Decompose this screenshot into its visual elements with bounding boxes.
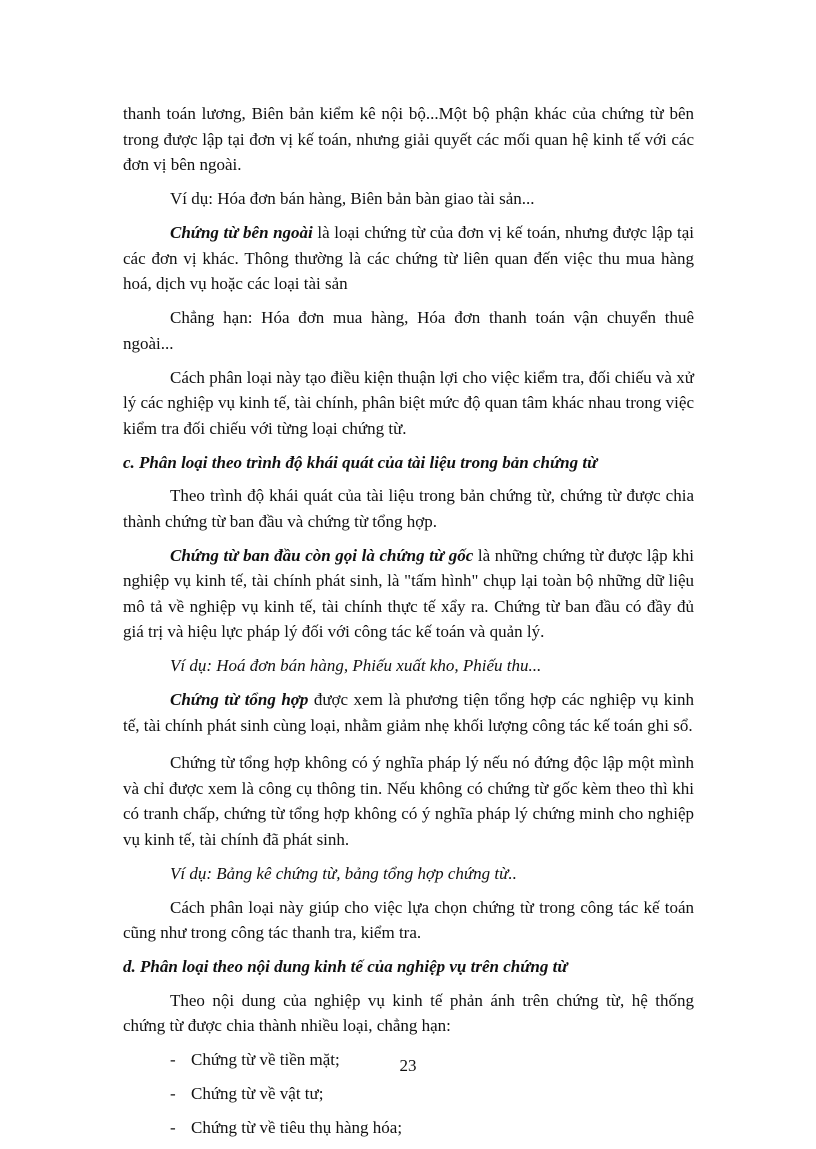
term-external-documents: Chứng từ bên ngoài xyxy=(170,223,313,242)
body-text xyxy=(123,101,694,1149)
term-summary-documents: Chứng từ tổng hợp xyxy=(170,690,309,709)
paragraph: Cách phân loại này giúp cho việc lựa chọn chứng từ trong công tác kế toán cũng như trong công tác thanh tra, kiểm tra. xyxy=(123,897,694,942)
paragraph: Chứng từ tổng hợp không có ý nghĩa pháp lý nếu nó đứng độc lập một mình và chỉ được xem là công cụ thông tin. Nếu không có chứng từ gốc kèm theo thì khi có tranh chấp, chứng từ tổng hợp không có ý nghĩa pháp lý chứng minh cho nghiệp vụ kinh tế, tài chính đã phát sinh. xyxy=(123,753,694,849)
page-number: 23 xyxy=(399,1056,417,1075)
list-item xyxy=(170,1115,694,1141)
paragraph: Theo trình độ khái quát của tài liệu trong bản chứng từ, chứng từ được chia thành chứng từ ban đầu và chứng từ tổng hợp. xyxy=(123,486,694,531)
term-original-documents: Chứng từ ban đầu còn gọi là chứng từ gốc xyxy=(170,545,474,565)
list-item xyxy=(170,1081,694,1107)
list-dash: - xyxy=(170,1084,176,1103)
section-heading-c: c. Phân loại theo trình độ khái quát của tài liệu trong bản chứng từ xyxy=(123,452,598,472)
paragraph xyxy=(123,687,694,738)
paragraph: thanh toán lương, Biên bản kiểm kê nội bộ...Một bộ phận khác của chứng từ bên trong được lập tại đơn vị kế toán, nhưng giải quyết các mối quan hệ kinh tế với các đơn vị bên ngoài. xyxy=(123,104,694,174)
section-heading-d: d. Phân loại theo nội dung kinh tế của nghiệp vụ trên chứng từ xyxy=(123,957,568,976)
list-item-text: Chứng từ về vật tư; xyxy=(191,1084,324,1103)
paragraph xyxy=(123,220,694,297)
list-dash: - xyxy=(170,1118,176,1137)
paragraph: Ví dụ: Hóa đơn bán hàng, Biên bản bàn giao tài sản... xyxy=(170,189,535,208)
example-paragraph: Ví dụ: Hoá đơn bán hàng, Phiếu xuất kho, Phiếu thu... xyxy=(170,656,542,675)
paragraph: Chẳng hạn: Hóa đơn mua hàng, Hóa đơn thanh toán vận chuyển thuê ngoài... xyxy=(123,308,694,353)
list-dash: - xyxy=(170,1050,176,1069)
paragraph-text: được xem là phương tiện tổng hợp các nghiệp vụ kinh tế, tài chính phát sinh cùng loại, nhằm giảm nhẹ khối lượng công tác kế toán ghi sổ. xyxy=(123,690,694,735)
paragraph: Theo nội dung của nghiệp vụ kinh tế phản ánh trên chứng từ, hệ thống chứng từ được chia thành nhiều loại, chẳng hạn: xyxy=(123,990,694,1035)
paragraph: Cách phân loại này tạo điều kiện thuận lợi cho việc kiểm tra, đối chiếu và xử lý các nghiệp vụ kinh tế, tài chính, phân biệt mức độ quan tâm khác nhau trong việc kiểm tra đối chiếu với từng loại chứng từ. xyxy=(123,367,694,438)
paragraph-text: là loại chứng từ của đơn vị kế toán, nhưng được lập tại các đơn vị khác. Thông thường là các chứng từ liên quan đến việc thu mua hàng hoá, dịch vụ hoặc các loại tài sản xyxy=(123,223,694,293)
list-item-text: Chứng từ về tiêu thụ hàng hóa; xyxy=(191,1118,403,1137)
paragraph-text: là những chứng từ được lập khi nghiệp vụ kinh tế, tài chính phát sinh, là "tấm hình" chụp lại toàn bộ những dữ liệu mô tả về nghiệp vụ kinh tế, tài chính thực tế xẩy ra. Chứng từ ban đầu có đầy đủ giá trị và hiệu lực pháp lý đối với công tác kế toán và quản lý. xyxy=(123,545,694,641)
list-item-text: Chứng từ về tiền mặt; xyxy=(191,1050,340,1069)
example-paragraph: Ví dụ: Bảng kê chứng từ, bảng tổng hợp chứng từ.. xyxy=(170,863,517,883)
paragraph xyxy=(123,543,694,645)
